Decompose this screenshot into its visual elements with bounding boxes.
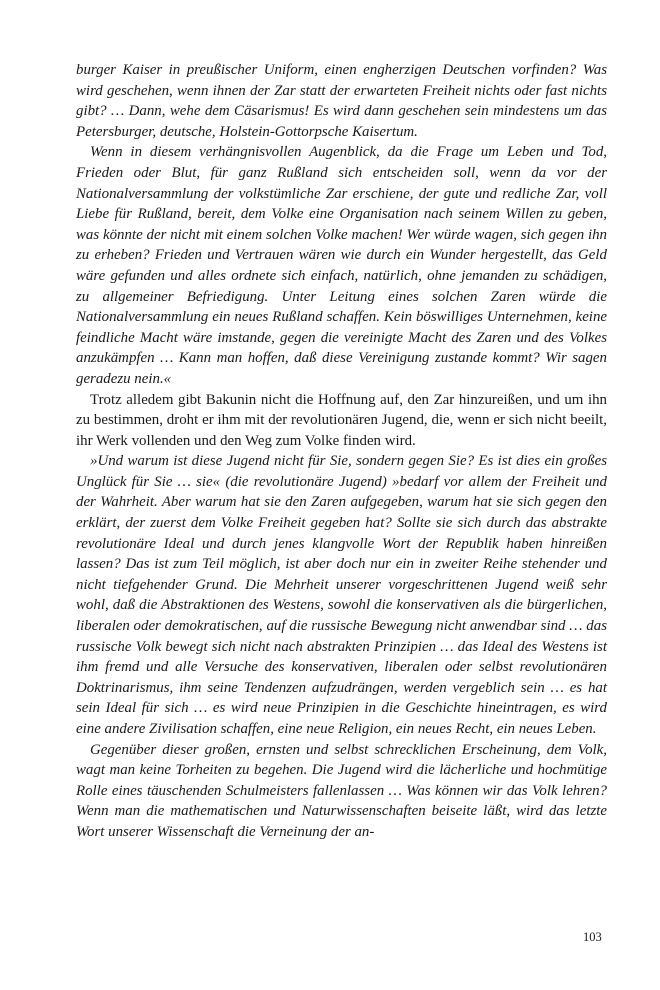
paragraph-5: Gegenüber dieser großen, ernsten und selbst schrecklichen Erscheinung, dem Volk, wagt man keine Torheiten zu begehen. Die Jugend wird die lächerliche und hochmütige Rolle eines täuschenden Schulmeisters fallenlassen … Was können wir das Volk lehren? Wenn man die mathematischen und Naturwissenschaften beiseite läßt, wird das letzte Wort unserer Wissenschaft die Verneinung der an- [76, 741, 607, 840]
paragraph-3: Trotz alledem gibt Bakunin nicht die Hoffnung auf, den Zar hinzureißen, und um ihn zu bestimmen, droht er ihm mit der revolutionären Jugend, die, wenn er sich nicht beeilt, ihr Werk vollenden und den Weg zum Volke finden wird. [76, 391, 607, 449]
paragraph-2: Wenn in diesem verhängnisvollen Augenblick, da die Frage um Leben und Tod, Frieden oder Blut, für ganz Rußland sich entscheiden soll, wenn da vor der Nationalversammlung der volkstümliche Zar erschiene, der gute und redliche Zar, voll Liebe für Rußland, bereit, dem Volke eine Organisation nach seinem Willen zu geben, was könnte der nicht mit einem solchen Volke machen! Wer würde wagen, sich gegen ihn zu erheben? Frieden und Vertrauen wären wie durch ein Wunder hergestellt, das Geld wäre gefunden und alles ordnete sich einfach, natürlich, ohne jemanden zu schädigen, zu allgemeiner Befriedigung. Unter Leitung eines solchen Zaren würde die Nationalversammlung ein neues Rußland schaffen. Kein böswilliges Unternehmen, keine feindliche Macht wäre imstande, gegen die vereinigte Macht des Zaren und des Volkes anzukämpfen … Kann man hoffen, daß diese Vereinigung zustande kommt? Wir sagen geradezu nein.« [76, 144, 607, 387]
paragraph-4: »Und warum ist diese Jugend nicht für Sie, sondern gegen Sie? Es ist dies ein großes Unglück für Sie … sie« (die revolutionäre Jugend) »bedarf vor allem der Freiheit und der Wahrheit. Aber warum hat sie den Zaren aufgegeben, warum hat sie sich gegen den erklärt, der zuerst dem Volke Freiheit gegeben hat? Sollte sie sich durch das abstrakte revolutionäre Ideal und durch jenes klangvolle Wort der Republik haben hinreißen lassen? Das ist zum Teil möglich, ist aber doch nur ein in zweiter Reihe stehender und nicht tiefgehender Grund. Die Mehrheit unserer vorgeschrittenen Jugend weiß sehr wohl, daß die Abstraktionen des Westens, sowohl die konservativen als die bürgerlichen, liberalen oder demokratischen, auf die russische Bewegung nicht anwendbar sind … das russische Volk bewegt sich nicht nach abstrakten Prinzipien … das Ideal des Westens ist ihm fremd und alle Versuche des konservativen, liberalen oder selbst revolutionären Doktrinarismus, ihm seine Tendenzen aufzudrängen, werden vergeblich sein … es hat sein Ideal für sich … es wird neue Prinzipien in die Geschichte hineintragen, es wird eine andere Zivilisation schaffen, eine neue Religion, ein neues Recht, ein neues Leben. [76, 453, 607, 737]
paragraph-1: burger Kaiser in preußischer Uniform, einen engherzigen Deutschen vorfinden? Was wird geschehen, wenn ihnen der Zar statt der erwarteten Freiheit nichts oder fast nichts gibt? … Dann, wehe dem Cäsarismus! Es wird dann geschehen sein mindestens um das Petersburger, deutsche, Holstein-Gottorpsche Kaisertum. [76, 62, 607, 140]
page-number: 103 [583, 930, 602, 944]
page-body [76, 60, 607, 843]
